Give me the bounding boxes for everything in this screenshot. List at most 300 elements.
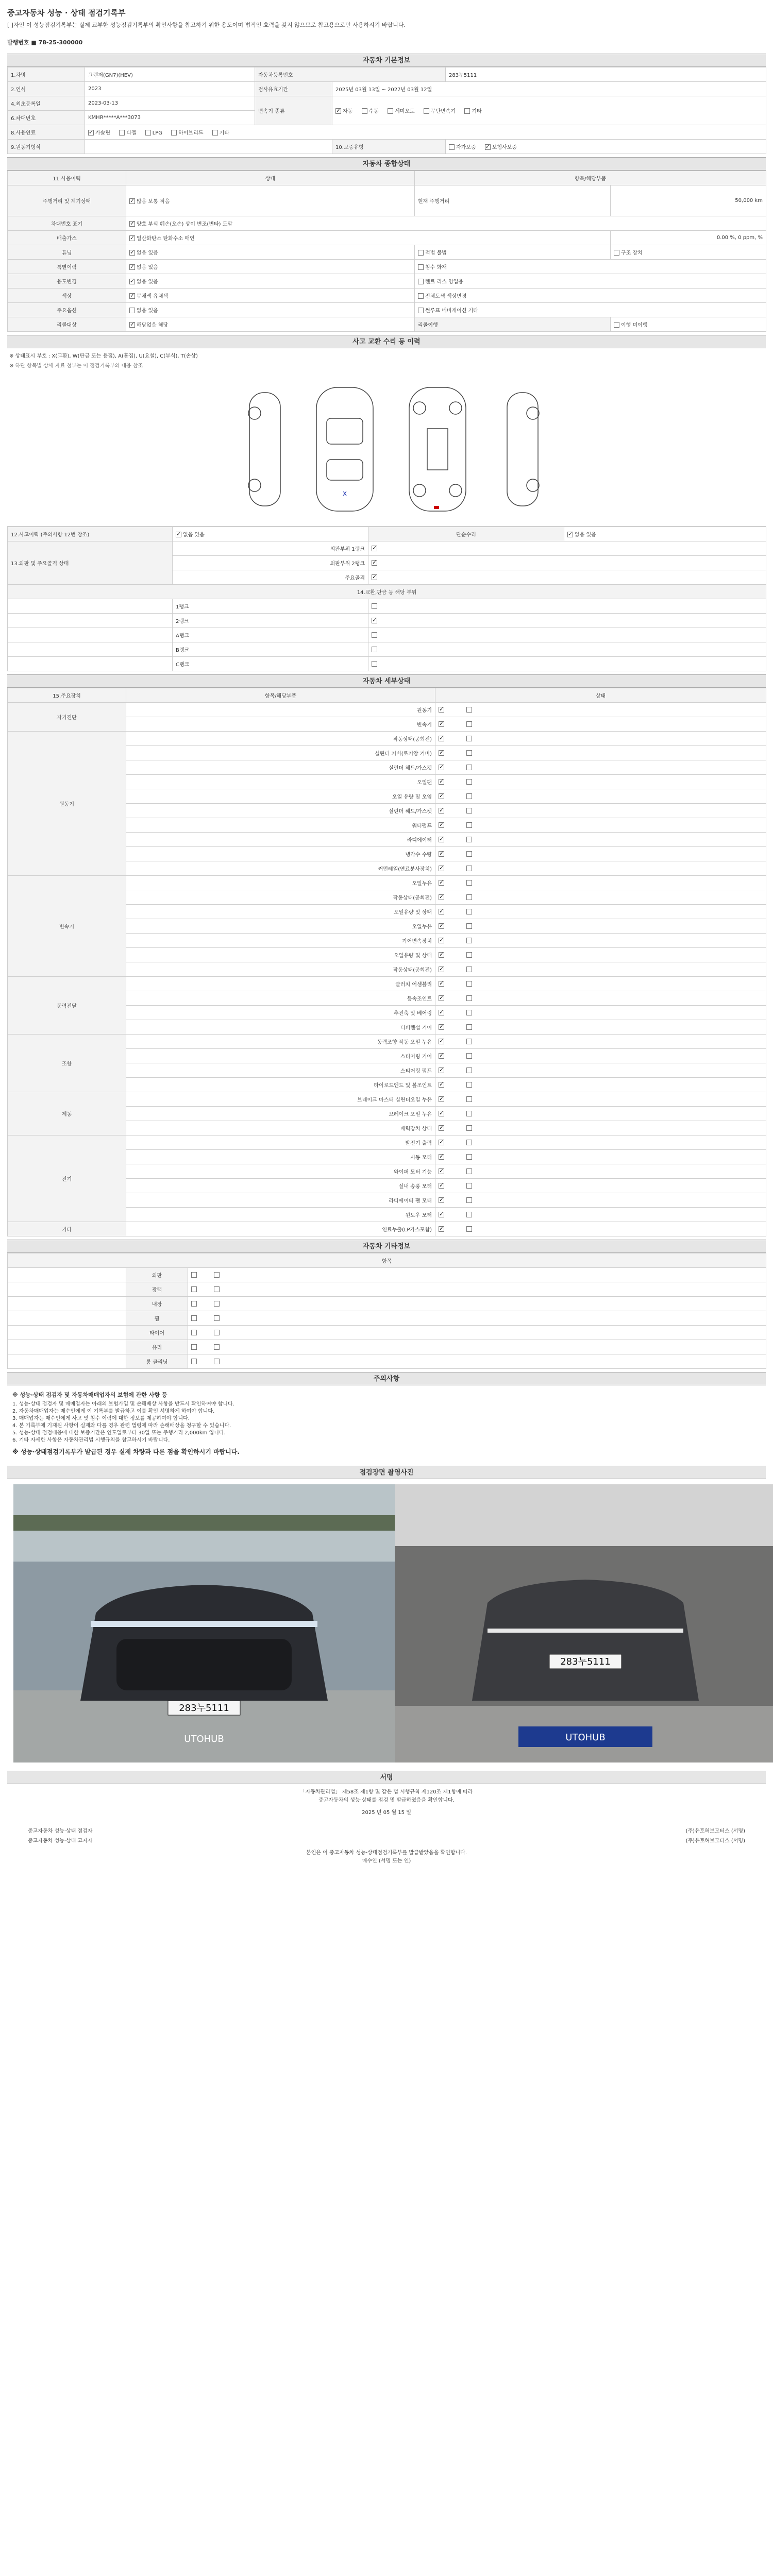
detail-item: 연료누출(LP가스포함)	[126, 1222, 435, 1236]
checkbox	[466, 1197, 472, 1203]
rank-label: A랭크	[173, 628, 368, 642]
rank-parts	[368, 614, 766, 628]
damage-rank: 외판부위 1랭크	[173, 541, 368, 556]
doc-number-value: 78-25-300000	[38, 39, 83, 46]
status-label: 색상	[8, 289, 126, 303]
inspector-row	[7, 1825, 766, 1835]
section-details-title: 자동차 세부상태	[7, 674, 766, 688]
detail-item: 와이퍼 모터 기능	[126, 1164, 435, 1179]
status-item	[415, 260, 766, 274]
detail-item: 스티어링 기어	[126, 1049, 435, 1063]
detail-state	[435, 1006, 766, 1020]
basic-label: 10.보증유형	[332, 140, 446, 154]
checkbox	[372, 661, 377, 667]
table-row	[8, 1035, 766, 1049]
detail-item: 원동기	[126, 703, 435, 717]
rank-label: 1랭크	[173, 599, 368, 614]
detail-group-label: 전기	[8, 1136, 126, 1222]
checkbox	[439, 779, 444, 785]
detail-group-label: 동력전달	[8, 977, 126, 1035]
table-row	[8, 67, 766, 82]
checkbox	[214, 1286, 220, 1292]
doc-number	[7, 36, 766, 50]
checkbox	[466, 952, 472, 958]
extra-spacer	[8, 1297, 126, 1311]
checkbox	[466, 1024, 472, 1030]
wheel-icon	[527, 479, 539, 492]
extra-spacer	[8, 1311, 126, 1326]
checkbox	[485, 144, 491, 150]
status-item: 리콜이행	[415, 317, 611, 332]
basic-value: 2025년 03월 13일 ~ 2027년 03월 12일	[332, 82, 766, 96]
table-row	[8, 977, 766, 991]
detail-item: 등속조인트	[126, 991, 435, 1006]
detail-state	[435, 833, 766, 847]
detail-item: 라디에이터 팬 모터	[126, 1193, 435, 1208]
checkbox	[439, 1082, 444, 1088]
damage-value	[564, 527, 766, 541]
status-label: 튜닝	[8, 245, 126, 260]
basic-label: 9.원동기형식	[8, 140, 85, 154]
checkbox	[466, 1111, 472, 1116]
inspector-label: 중고자동차 성능·상태 점검자	[28, 1828, 93, 1834]
extra-state	[188, 1311, 766, 1326]
checkbox	[439, 1039, 444, 1044]
checkbox	[466, 1154, 472, 1160]
extra-spacer	[8, 1268, 126, 1282]
section-damage-title: 사고 교환 수리 등 이력	[7, 335, 766, 348]
transmission-options	[332, 96, 766, 125]
detail-state	[435, 1121, 766, 1136]
detail-item: 기어변속장치	[126, 934, 435, 948]
detail-item: 오일팬	[126, 775, 435, 789]
detail-item: 브레이크 오일 누유	[126, 1107, 435, 1121]
detail-item: 작동상태(공회전)	[126, 732, 435, 746]
detail-state	[435, 1035, 766, 1049]
status-label: 차대번호 표기	[8, 216, 126, 231]
report-title: 중고자동차 성능 · 상태 점검기록부	[7, 8, 126, 18]
status-state	[126, 260, 415, 274]
detail-item: 오일누유	[126, 919, 435, 934]
checkbox	[466, 1010, 472, 1015]
checkbox	[466, 837, 472, 842]
checkbox	[129, 322, 135, 328]
basic-label: 1.차명	[8, 67, 85, 82]
checkbox	[214, 1301, 220, 1307]
table-row	[8, 628, 766, 642]
status-item: 현재 주행거리	[415, 185, 611, 216]
checkbox	[439, 1111, 444, 1116]
detail-item: 오일유량 및 상태	[126, 948, 435, 962]
table-row	[8, 274, 766, 289]
detail-state	[435, 1107, 766, 1121]
detail-item: 작동상태(공회전)	[126, 890, 435, 905]
checkbox	[466, 938, 472, 943]
table-row	[8, 1326, 766, 1340]
option-label: 기타	[472, 109, 482, 114]
checkbox	[372, 647, 377, 652]
detail-item: 워터펌프	[126, 818, 435, 833]
checkbox	[418, 264, 424, 270]
status-value	[611, 317, 766, 332]
checkbox	[439, 736, 444, 741]
note-line: 4. 본 기록부에 기재된 사항이 실제와 다를 경우 관련 법령에 따라 손해배상을 청구할 수 있습니다.	[12, 1423, 231, 1429]
extra-item: 외판	[126, 1268, 188, 1282]
checkbox	[439, 923, 444, 929]
checkbox	[567, 532, 573, 537]
signature-line: 중고자동차의 성능·상태를 점검 및 발급하였음을 확인합니다.	[318, 1798, 455, 1803]
basic-label: 2.연식	[8, 82, 85, 96]
damage-table	[7, 527, 766, 671]
car-diagram	[7, 372, 766, 527]
checkbox	[372, 603, 377, 609]
item-text: 렌트 리스 영업용	[425, 279, 463, 285]
note-line: 1. 성능·상태 점검자 및 매매업자는 아래의 보험가입 및 손해배상 사항을 반드시 확인하여야 합니다.	[12, 1401, 234, 1407]
checkbox	[372, 618, 377, 623]
detail-state	[435, 746, 766, 760]
table-row	[8, 1268, 766, 1282]
rank-parts	[368, 599, 766, 614]
status-label: 용도변경	[8, 274, 126, 289]
checkbox	[466, 1096, 472, 1102]
table-row	[8, 1092, 766, 1107]
status-state	[126, 289, 415, 303]
status-value: 0.00 %, 0 ppm, %	[611, 231, 766, 245]
damage-value	[173, 527, 368, 541]
detail-state	[435, 948, 766, 962]
front-photo	[13, 1484, 395, 1762]
status-item	[415, 274, 766, 289]
state-text: 없음 있음	[137, 250, 158, 256]
table-row	[8, 82, 766, 96]
table-row	[8, 1311, 766, 1326]
checkbox	[439, 837, 444, 842]
checkbox	[439, 1140, 444, 1145]
section-extra-title: 자동차 기타정보	[7, 1240, 766, 1253]
option-label: 자가보증	[456, 145, 476, 150]
value-text: 이행 미이행	[621, 323, 648, 328]
car-bottom-view	[409, 387, 466, 511]
detail-item: 실린더 헤드/가스켓	[126, 760, 435, 775]
item-text: 적법 불법	[425, 250, 447, 256]
checkbox	[439, 938, 444, 943]
detail-state	[435, 703, 766, 717]
extra-spacer	[8, 1354, 126, 1369]
detail-item: 시동 모터	[126, 1150, 435, 1164]
note-line: 6. 기타 자세한 사항은 자동차관리법 시행규칙을 참고하시기 바랍니다.	[12, 1437, 170, 1443]
column-header: 상태	[126, 171, 415, 185]
checkbox	[191, 1330, 197, 1335]
state-text: 일산화탄소 탄화수소 매연	[137, 236, 195, 242]
status-state	[126, 317, 415, 332]
detail-state	[435, 876, 766, 890]
status-value	[611, 245, 766, 260]
status-state	[126, 274, 415, 289]
checkbox	[214, 1344, 220, 1350]
notes-block	[7, 1385, 766, 1463]
item-text: 썬루프 네비게이션 기타	[425, 308, 478, 314]
checkbox	[439, 765, 444, 770]
table-row	[8, 614, 766, 628]
seller-label: 중고자동차 성능·상태 고지자	[28, 1838, 93, 1844]
table-row	[8, 260, 766, 274]
detail-state	[435, 1179, 766, 1193]
detail-state	[435, 919, 766, 934]
basic-label: 6.차대번호	[8, 111, 85, 125]
detail-item: 오일 유량 및 오염	[126, 789, 435, 804]
status-label: 리콜대상	[8, 317, 126, 332]
detail-state	[435, 977, 766, 991]
checkbox	[466, 822, 472, 828]
table-row	[8, 140, 766, 154]
detail-item: 커먼레일(연료분사장치)	[126, 861, 435, 876]
damage-sub-title: 14.교환,판금 등 해당 부위	[8, 585, 766, 599]
wheel-icon	[248, 407, 261, 419]
detail-item: 오일유량 및 상태	[126, 905, 435, 919]
wheel-icon	[527, 407, 539, 419]
extra-spacer	[8, 1326, 126, 1340]
detail-state	[435, 1164, 766, 1179]
checkbox	[119, 130, 125, 135]
checkbox	[439, 1154, 444, 1160]
checkbox	[439, 793, 444, 799]
status-table	[7, 171, 766, 332]
checkbox	[466, 1053, 472, 1059]
checkbox	[439, 866, 444, 871]
checkbox	[439, 721, 444, 727]
brand-text: UTOHUB	[184, 1734, 224, 1744]
signature-block	[7, 1784, 766, 1825]
plate-text: 283누5111	[179, 1703, 229, 1714]
table-row	[8, 585, 766, 599]
car-front-image	[13, 1484, 395, 1762]
detail-item: 발전기 출력	[126, 1136, 435, 1150]
checkbox	[372, 560, 377, 566]
status-item	[415, 289, 766, 303]
table-row	[8, 703, 766, 717]
basic-value: 283누5111	[446, 67, 766, 82]
section-status-title: 자동차 종합상태	[7, 157, 766, 171]
detail-state	[435, 1020, 766, 1035]
detail-item: 실내 송풍 모터	[126, 1179, 435, 1193]
status-value: 50,000 km	[611, 185, 766, 216]
detail-state	[435, 1222, 766, 1236]
checkbox	[466, 721, 472, 727]
detail-state	[435, 1063, 766, 1078]
detail-state	[435, 775, 766, 789]
checkbox	[439, 1024, 444, 1030]
checkbox	[464, 108, 470, 114]
checkbox	[129, 250, 135, 256]
state-text: 없음 있음	[137, 265, 158, 270]
column-header: 항목	[8, 1253, 766, 1268]
car-outline-diagram	[239, 382, 548, 516]
checkbox	[466, 967, 472, 972]
extra-state	[188, 1268, 766, 1282]
table-row	[8, 1340, 766, 1354]
checkbox	[439, 1212, 444, 1217]
checkbox	[466, 707, 472, 713]
table-row	[8, 642, 766, 657]
damage-rank: 외판부위 2랭크	[173, 556, 368, 570]
checkbox	[214, 1359, 220, 1364]
checkbox	[88, 130, 94, 135]
extra-spacer	[8, 1340, 126, 1354]
section-signature-title: 서명	[7, 1771, 766, 1784]
table-header-row	[8, 688, 766, 703]
option-label: 하이브리드	[178, 130, 204, 136]
table-row	[8, 657, 766, 671]
checkbox	[424, 108, 429, 114]
detail-state	[435, 1092, 766, 1107]
table-row	[8, 1282, 766, 1297]
status-state	[126, 185, 415, 216]
value-text: 구조 장치	[621, 250, 643, 256]
option-label: 기타	[219, 130, 230, 136]
checkbox	[214, 1330, 220, 1335]
checkbox	[362, 108, 367, 114]
table-row	[8, 527, 766, 541]
detail-state	[435, 804, 766, 818]
column-header: 항목/해당부품	[126, 688, 435, 703]
table-row	[8, 245, 766, 260]
rank-parts	[368, 657, 766, 671]
checkbox	[439, 707, 444, 713]
details-table	[7, 688, 766, 1236]
extra-item: 내장	[126, 1297, 188, 1311]
extra-spacer	[8, 1282, 126, 1297]
checkbox	[418, 293, 424, 299]
detail-state	[435, 934, 766, 948]
checkbox	[439, 750, 444, 756]
table-row	[8, 303, 766, 317]
detail-item: 윈도우 모터	[126, 1208, 435, 1222]
detail-state	[435, 789, 766, 804]
checkbox	[439, 1168, 444, 1174]
detail-item: 배력장치 상태	[126, 1121, 435, 1136]
signature-date: 2025 년 05 월 15 일	[362, 1810, 411, 1816]
item-text: 침수 화재	[425, 265, 447, 270]
rank-label: 2랭크	[173, 614, 368, 628]
detail-group-label: 원동기	[8, 732, 126, 876]
value-text: 없음 있음	[183, 532, 205, 538]
checkbox	[439, 909, 444, 914]
checkbox	[129, 235, 135, 241]
checkbox	[466, 808, 472, 814]
section-basic-title: 자동차 기본정보	[7, 54, 766, 67]
checkbox	[439, 1010, 444, 1015]
damage-rank: 주요골격	[173, 570, 368, 585]
car-side-left	[249, 393, 280, 506]
extra-item: 유리	[126, 1340, 188, 1354]
detail-item: 스티어링 펌프	[126, 1063, 435, 1078]
checkbox	[439, 1096, 444, 1102]
plate-text: 283누5111	[560, 1656, 611, 1667]
status-label: 주요옵션	[8, 303, 126, 317]
detail-state	[435, 1208, 766, 1222]
basic-value: 2023-03-13	[85, 96, 255, 111]
detail-state	[435, 732, 766, 746]
detail-group-label: 기타	[8, 1222, 126, 1236]
checkbox	[418, 308, 424, 313]
notes-emphasis: ※ 성능·상태점검기록부가 발급된 경우 실제 차량과 다른 점을 확인하시기 바랍니다.	[12, 1448, 240, 1455]
table-row	[8, 1297, 766, 1311]
svg-text:x: x	[342, 489, 347, 498]
checkbox	[372, 546, 377, 551]
extra-table	[7, 1253, 766, 1369]
checkbox	[439, 1053, 444, 1059]
rank-label: C랭크	[173, 657, 368, 671]
note-line: 2. 자동차매매업자는 매수인에게 이 기록부를 발급하고 이를 확인 서명하게 하여야 합니다.	[12, 1409, 215, 1414]
checkbox	[418, 279, 424, 284]
car-rear-image	[395, 1484, 773, 1762]
status-item	[415, 245, 611, 260]
detail-item: 타이로드엔드 및 볼조인트	[126, 1078, 435, 1092]
checkbox	[614, 322, 619, 328]
detail-group-label: 제동	[8, 1092, 126, 1136]
option-label: 수동	[368, 109, 379, 114]
detail-item: 디퍼렌셜 기어	[126, 1020, 435, 1035]
checkbox	[335, 108, 341, 114]
checkbox	[466, 736, 472, 741]
rank-parts	[368, 642, 766, 657]
detail-item: 작동상태(공회전)	[126, 962, 435, 977]
checkbox	[466, 981, 472, 987]
detail-item: 클러치 어셈블리	[126, 977, 435, 991]
detail-state	[435, 818, 766, 833]
damage-rank-value	[368, 570, 766, 585]
checkbox	[466, 1082, 472, 1088]
value-text: 없음 있음	[575, 532, 596, 538]
extra-state	[188, 1282, 766, 1297]
state-text: 양호 부식 훼손(오손) 상이 변조(변타) 도말	[137, 222, 233, 227]
table-row	[8, 216, 766, 231]
table-row	[8, 541, 766, 556]
table-row	[8, 96, 766, 111]
car-side-right	[507, 393, 538, 506]
detail-state	[435, 962, 766, 977]
status-state	[126, 245, 415, 260]
damage-label: 13.외판 및 주요골격 상태	[8, 541, 173, 585]
report-notice: [ ]자인 이 성능점검기록부는 실제 교부한 성능점검기록부의 확인사항을 참고하기 위한 용도이며 법적인 효력을 갖지 않으므로 참고용으로만 사용하시기 바랍니다.	[7, 22, 406, 28]
column-header: 11.사용이력	[8, 171, 126, 185]
checkbox	[466, 1212, 472, 1217]
detail-item: 오일누유	[126, 876, 435, 890]
state-text: 없음 있음	[137, 308, 158, 314]
checkbox	[466, 1168, 472, 1174]
checkbox	[466, 779, 472, 785]
notes-head: ※ 성능·상태 점검자 및 자동차매매업자의 보험에 관한 사항 등	[12, 1392, 167, 1398]
table-row	[8, 599, 766, 614]
detail-item: 실린더 커버(로커암 커버)	[126, 746, 435, 760]
extra-item: 룸 클리닝	[126, 1354, 188, 1369]
checkbox	[191, 1272, 197, 1278]
detail-state	[435, 1049, 766, 1063]
checkbox	[466, 765, 472, 770]
detail-state	[435, 717, 766, 732]
section-photos-title: 점검장면 촬영사진	[7, 1466, 766, 1479]
basic-label: 변속기 종류	[255, 96, 332, 125]
checkbox	[176, 532, 181, 537]
detail-state	[435, 847, 766, 861]
detail-group-label: 변속기	[8, 876, 126, 977]
status-state	[126, 231, 611, 245]
option-label: 디젤	[126, 130, 137, 136]
checkbox	[466, 909, 472, 914]
damage-label: 단순수리	[368, 527, 564, 541]
state-text: 해당없음 해당	[137, 323, 169, 328]
note-line: 5. 성능·상태 점검내용에 대한 보증기간은 인도일로부터 30일 또는 주행거리 2,000km 입니다.	[12, 1430, 226, 1436]
